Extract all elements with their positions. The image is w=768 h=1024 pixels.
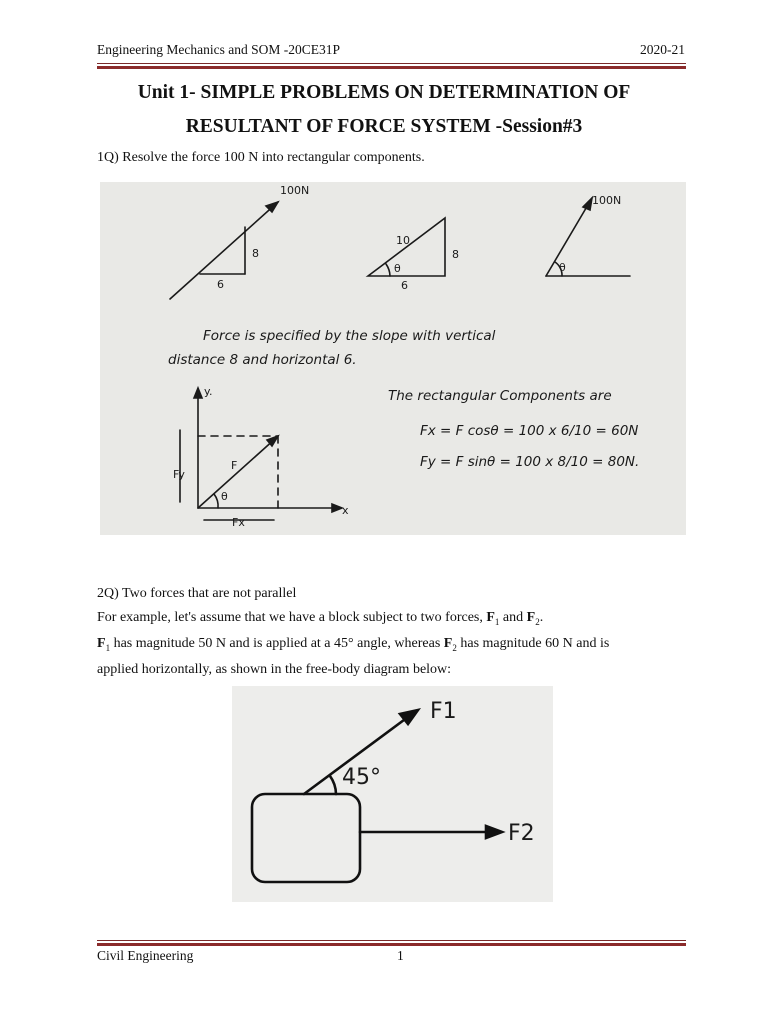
f1-label: F1 [430,699,457,724]
block [252,794,360,882]
tri2-v-label: 8 [452,248,459,261]
fy-equation: Fy = F sinθ = 100 x 8/10 = 80N. [420,454,640,470]
fx-label: Fx [232,516,245,529]
q2-line-3: applied horizontally, as shown in the free-body diagram below: [97,662,452,677]
header-title: Engineering Mechanics and SOM -20CE31P [97,42,340,57]
components-heading: The rectangular Components are [388,388,612,404]
tri2-outline [368,218,445,276]
f2-subscript-2: 2 [452,642,457,653]
q2-line-1-end: . [539,610,544,625]
axes-theta: θ [221,490,228,503]
q2-heading: 2Q) Two forces that are not parallel [97,586,297,601]
tri1-force-label: 100N [280,184,310,197]
q2-line-1-and: and [499,610,527,625]
f1-subscript-2: 1 [105,642,111,653]
footer-department: Civil Engineering [97,948,194,963]
f2-symbol: F [526,610,536,625]
f1-subscript: 1 [494,616,500,627]
tri2-h-label: 6 [401,279,408,292]
x-axis-label: x [342,504,349,517]
footer-rule-thin [97,940,686,941]
force-line-1 [170,202,278,299]
force-F-label: F [231,459,238,472]
page-header [97,42,685,58]
note-line-1: Force is specified by the slope with vertical [203,328,496,344]
y-axis-label: y. [204,385,213,398]
f2-label: F2 [508,821,535,846]
angle-label: 45° [342,765,381,790]
header-year: 2020-21 [640,42,685,57]
x-axis-arrowhead [332,504,342,512]
q2-free-body-diagram [232,686,553,902]
q2-line-1-pre: For example, let's assume that we have a block subject to two forces, [97,610,487,625]
q2-line-2 [97,635,687,657]
q2-line-2-end: has magnitude 60 N and is [456,636,610,651]
f2-subscript: 2 [535,616,540,627]
y-axis-arrowhead [194,388,202,398]
note-line-2: distance 8 and horizontal 6. [168,352,357,368]
footer-page-number: 1 [397,948,404,963]
f2-symbol-2: F [443,636,453,651]
angle-arc [330,776,336,794]
q2-line-2-mid: has magnitude 50 N and is applied at a 45° angle, whereas [110,636,444,651]
arrowhead-3 [583,198,592,210]
force-vector-F [198,438,276,508]
tri1-v-label: 8 [252,247,259,260]
f1-symbol: F [486,610,495,625]
f1-symbol-2: F [97,636,106,651]
footer-rule-thick [97,943,686,946]
fx-equation: Fx = F cosθ = 100 x 6/10 = 60N [420,423,639,439]
header-rule-thick [97,66,686,69]
tri2-theta: θ [394,262,401,275]
page-title-line-1: Unit 1- SIMPLE PROBLEMS ON DETERMINATION OF [137,82,631,103]
tri1-h-label: 6 [217,278,224,291]
tri2-angle-arc [386,264,390,276]
q1-handwritten-figure [100,182,686,535]
f2-arrowhead [486,826,502,838]
theta-arc [214,494,218,508]
force-line-3 [546,198,592,276]
q1-text: 1Q) Resolve the force 100 N into rectangular components. [97,150,425,165]
fy-label: Fy [173,468,185,481]
tri3-force-label: 100N [592,194,622,207]
tri3-theta: θ [559,261,566,274]
page-title-line-2: RESULTANT OF FORCE SYSTEM -Session#3 [185,116,583,137]
header-rule-thin [97,63,686,64]
q2-line-1 [97,609,687,631]
tri2-hyp-label: 10 [396,234,410,247]
